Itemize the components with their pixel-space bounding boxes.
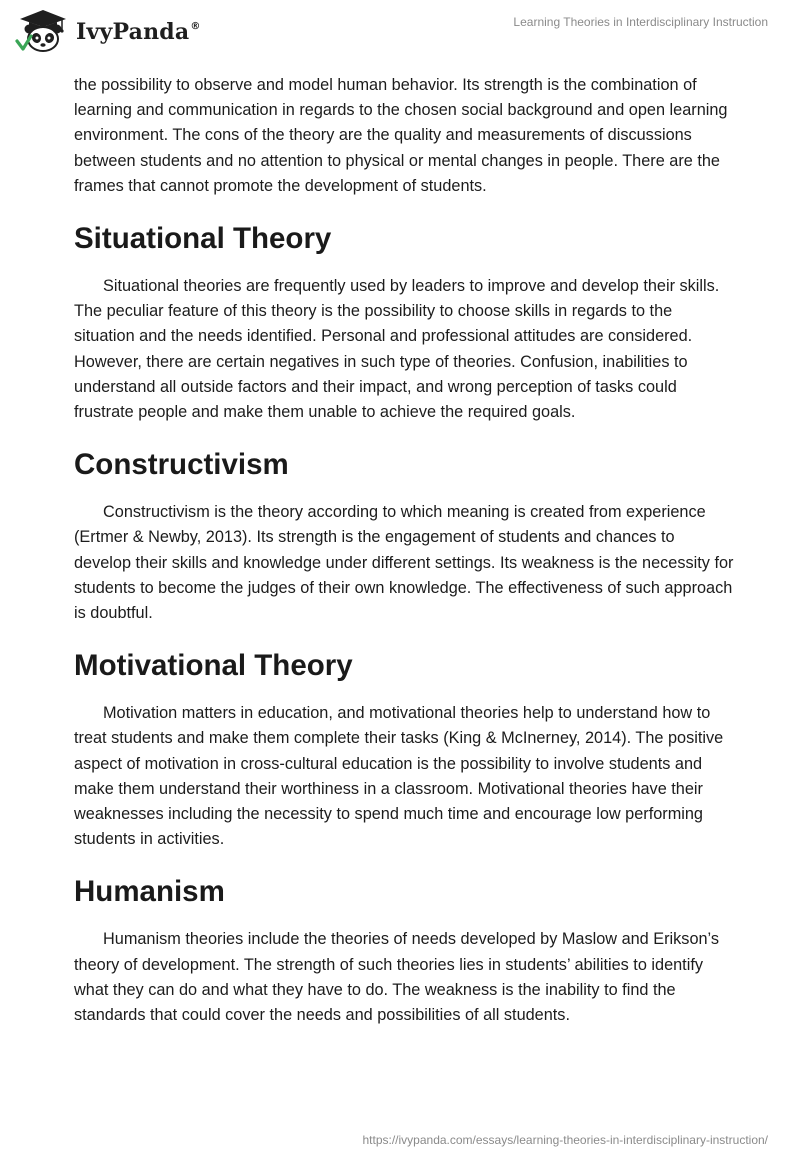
section-body-constructivism: Constructivism is the theory according to which meaning is created from experience (Ertmer & Newby, 2013). Its strength is the engagement of students and chances to develop their skills and knowledge under different settings. Its weakness is the necessity for students to become the judges of their own knowledge. The effectiveness of such approach is doubtful. xyxy=(74,503,734,623)
panda-graduation-cap-icon xyxy=(14,8,72,54)
brand-name: IvyPanda® xyxy=(76,19,201,45)
source-url[interactable]: https://ivypanda.com/essays/learning-theories-in-interdisciplinary-instruction/ xyxy=(362,1133,768,1147)
essay-body xyxy=(74,73,734,1028)
section-body-motivational-theory: Motivation matters in education, and motivational theories help to understand how to treat students and make them complete their tasks (King & McInerney, 2014). The positive aspect of motivation in cross-cultural education is the possibility to involve students and make them understand their worthiness in a classroom. Motivational theories have their weaknesses including the necessity to spend much time and encourage low performing students in activities. xyxy=(74,704,724,849)
document-title: Learning Theories in Interdisciplinary Instruction xyxy=(513,15,768,29)
section-heading-constructivism: Constructivism xyxy=(74,448,289,482)
section-heading-humanism: Humanism xyxy=(74,875,225,909)
section-heading-situational-theory: Situational Theory xyxy=(74,222,332,256)
page-header xyxy=(0,0,800,70)
section-body-humanism: Humanism theories include the theories of needs developed by Maslow and Erikson’s theory of development. The strength of such theories lies in students’ abilities to identify what they can do and what they have to do. The weakness is the inability to find the standards that could cover the needs and possibilities of all students. xyxy=(74,930,720,1025)
registered-mark: ® xyxy=(190,21,201,32)
intro-paragraph: the possibility to observe and model human behavior. Its strength is the combination of learning and communication in regards to the chosen social background and open learning environment. The cons of the theory are the quality and measurements of discussions between students and no attention to physical or mental changes in people. There are the frames that cannot promote the development of students. xyxy=(74,76,728,195)
ivypanda-logo[interactable] xyxy=(14,8,201,54)
section-heading-motivational-theory: Motivational Theory xyxy=(74,649,353,683)
section-body-situational-theory: Situational theories are frequently used by leaders to improve and develop their skills. The peculiar feature of this theory is the possibility to choose skills in regards to the situation and the needs identified. Personal and professional attitudes are considered. However, there are certain negatives in such type of theories. Confusion, inabilities to understand all outside factors and their impact, and wrong perception of tasks could frustrate people and make them unable to achieve the required goals. xyxy=(74,277,720,422)
